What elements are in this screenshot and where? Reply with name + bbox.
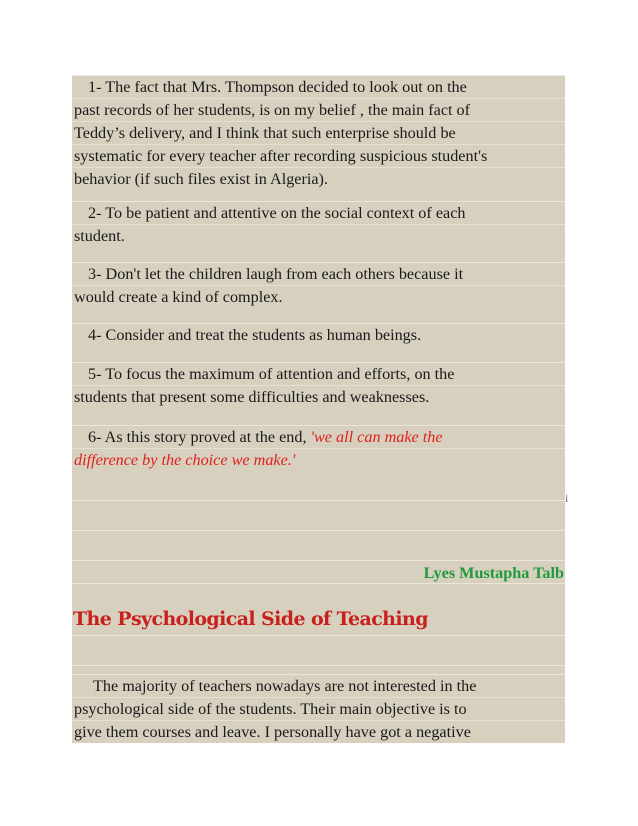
list-item-1-line-4: systematic for every teacher after recording suspicious student's (72, 145, 565, 168)
list-item-2-line-1: 2- To be patient and attentive on the social context of each (72, 202, 565, 225)
quote-text-part-2: difference by the choice we make.' (74, 451, 296, 469)
paragraph-line-1: The majority of teachers nowadays are not interested in the (72, 675, 565, 698)
list-item-3-line-1: 3- Don't let the children laugh from each others because it (72, 263, 565, 286)
list-item-5-line-2: students that present some difficulties and weaknesses. (74, 388, 430, 406)
author-name-overflow-char: i (565, 491, 569, 505)
list-item-2-line-2: student. (74, 227, 125, 245)
author-name: Lyes Mustapha Talb (423, 564, 564, 582)
list-item-4 (72, 323, 565, 347)
spacer-row (72, 665, 565, 666)
spacer-row (72, 530, 565, 531)
list-item-1-line-3: Teddy’s delivery, and I think that such enterprise should be (72, 122, 565, 145)
paragraph-line-2: psychological side of the students. Their main objective is to (72, 698, 565, 721)
author-signature-row (72, 560, 565, 584)
section-heading: The Psychological Side of Teaching (73, 608, 428, 630)
document-page (72, 75, 565, 743)
list-item-1-line-2: past records of her students, is on my belief , the main fact of (72, 99, 565, 122)
list-item-5 (72, 362, 565, 409)
spacer-row (72, 500, 565, 501)
quote-text-part-1: 'we all can make the (310, 428, 443, 446)
list-item-1-line-5: behavior (if such files exist in Algeria). (74, 170, 328, 188)
list-item-4-line-1: 4- Consider and treat the students as human beings. (88, 326, 422, 344)
list-item-6-line-1 (72, 426, 565, 449)
list-item-3-line-2: would create a kind of complex. (74, 288, 283, 306)
paragraph-block (72, 674, 565, 744)
list-item-2 (72, 201, 565, 248)
list-item-6-line-2 (72, 449, 565, 472)
list-item-5-line-1: 5- To focus the maximum of attention and efforts, on the (72, 363, 565, 386)
paragraph-line-3: give them courses and leave. I personally have got a negative (74, 723, 471, 741)
section-heading-row (72, 602, 565, 636)
list-item-6 (72, 425, 565, 472)
list-item-3 (72, 262, 565, 309)
list-item-6-prefix: 6- As this story proved at the end, (88, 428, 311, 446)
list-item-1-line-1: 1- The fact that Mrs. Thompson decided to look out on the (72, 76, 565, 99)
list-item-1 (72, 75, 565, 191)
